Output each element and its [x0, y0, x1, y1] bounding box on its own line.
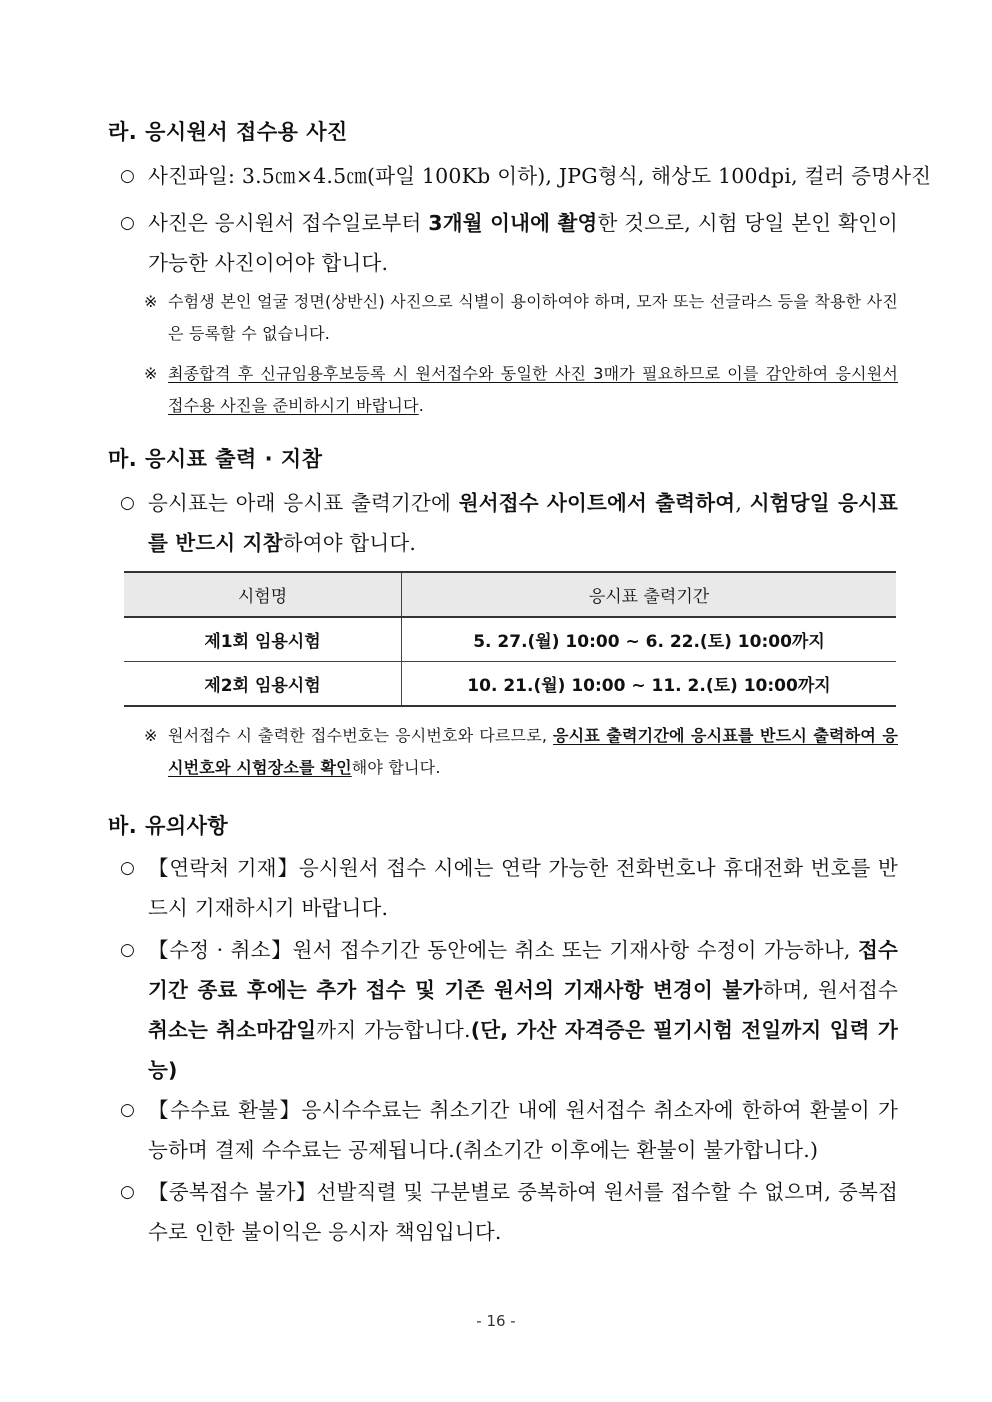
section-heading-admission-ticket: 마. 응시표 출력 · 지참: [108, 447, 323, 471]
reference-mark-icon: ※: [144, 364, 158, 383]
note-photo-registration: ※ 최종합격 후 신규임용후보등록 시 원서접수와 동일한 사진 3매가 필요하므로 이를 감안하여 응시원서 접수용 사진을 준비하시기 바랍니다.: [144, 358, 898, 422]
circle-bullet-icon: ○: [120, 166, 136, 186]
column-header-exam: 시험명: [124, 572, 402, 617]
cell-print-period: 10. 21.(월) 10:00 ~ 11. 2.(토) 10:00까지: [402, 662, 897, 707]
section-heading-notices: 바. 유의사항: [108, 814, 229, 838]
bullet-modify-cancel: ○ 【수정 · 취소】원서 접수기간 동안에는 취소 또는 기재사항 수정이 가능하나, 접수기간 종료 후에는 추가 접수 및 기존 원서의 기재사항 변경이 불가하며, 원서접수 취소는 취소마감일까지 가능합니다.(단, 가산 자격증은 필기시험 전일까지 입력 가능): [120, 930, 898, 1090]
circle-bullet-icon: ○: [120, 1100, 136, 1120]
circle-bullet-icon: ○: [120, 940, 136, 960]
ticket-print-schedule-table: [124, 571, 896, 707]
note-photo-face: ※ 수험생 본인 얼굴 정면(상반신) 사진으로 식별이 용이하여야 하며, 모자 또는 선글라스 등을 착용한 사진은 등록할 수 없습니다.: [144, 286, 898, 350]
circle-bullet-icon: ○: [120, 858, 136, 878]
table-row: [124, 662, 896, 707]
reference-mark-icon: ※: [144, 726, 158, 745]
bullet-photo-spec: ○ 사진파일: 3.5㎝×4.5㎝(파일 100Kb 이하), JPG형식, 해상도 100dpi, 컬러 증명사진: [120, 156, 898, 196]
page-number: - 16 -: [476, 1312, 516, 1330]
cell-print-period: 5. 27.(월) 10:00 ~ 6. 22.(토) 10:00까지: [402, 617, 897, 662]
circle-bullet-icon: ○: [120, 493, 136, 513]
table-row: [124, 617, 896, 662]
table-header-row: [124, 572, 896, 617]
bullet-photo-recency: ○ 사진은 응시원서 접수일로부터 3개월 이내에 촬영한 것으로, 시험 당일 본인 확인이 가능한 사진이어야 합니다.: [120, 203, 898, 283]
bullet-duplicate: ○ 【중복접수 불가】선발직렬 및 구분별로 중복하여 원서를 접수할 수 없으며, 중복접수로 인한 불이익은 응시자 책임입니다.: [120, 1172, 898, 1252]
cell-exam-name: 제1회 임용시험: [124, 617, 402, 662]
note-ticket-number: ※ 원서접수 시 출력한 접수번호는 응시번호와 다르므로, 응시표 출력기간에 응시표를 반드시 출력하여 응시번호와 시험장소를 확인해야 합니다.: [144, 720, 898, 784]
circle-bullet-icon: ○: [120, 213, 136, 233]
reference-mark-icon: ※: [144, 292, 158, 311]
bullet-fee-refund: ○ 【수수료 환불】응시수수료는 취소기간 내에 원서접수 취소자에 한하여 환불이 가능하며 결제 수수료는 공제됩니다.(취소기간 이후에는 환불이 불가합니다.): [120, 1090, 898, 1170]
cell-exam-name: 제2회 임용시험: [124, 662, 402, 707]
column-header-period: 응시표 출력기간: [402, 572, 897, 617]
section-heading-photo: 라. 응시원서 접수용 사진: [108, 120, 348, 144]
circle-bullet-icon: ○: [120, 1182, 136, 1202]
bullet-contact: ○ 【연락처 기재】응시원서 접수 시에는 연락 가능한 전화번호나 휴대전화 번호를 반드시 기재하시기 바랍니다.: [120, 848, 898, 928]
bullet-ticket-print: ○ 응시표는 아래 응시표 출력기간에 원서접수 사이트에서 출력하여, 시험당일 응시표를 반드시 지참하여야 합니다.: [120, 483, 898, 563]
